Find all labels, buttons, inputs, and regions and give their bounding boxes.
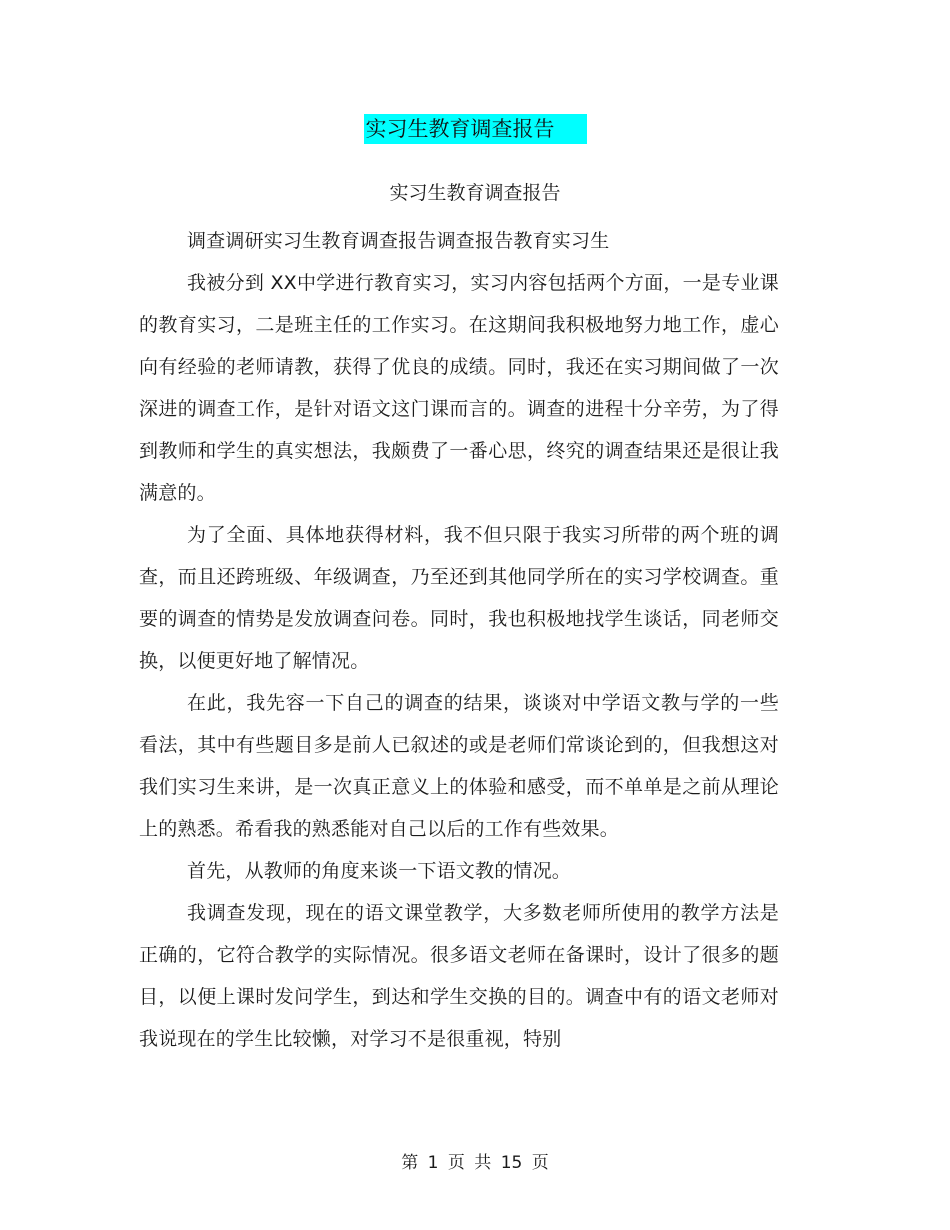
- paragraph-method: 为了全面、具体地获得材料，我不但只限于我实习所带的两个班的调查，而且还跨班级、年级调查，乃至还到其他同学所在的实习学校调查。重要的调查的情势是发放调查问卷。同时，我也积极地找学生谈话，同老师交换，以便更好地了解情况。: [139, 524, 779, 672]
- paragraph-results-intro: 在此，我先容一下自己的调查的结果，谈谈对中学语文教与学的一些看法，其中有些题目多是前人已叙述的或是老师们常谈论到的，但我想这对我们实习生来讲，是一次真正意义上的体验和感受，而不单单是之前从理论上的熟悉。希看我的熟悉能对自己以后的工作有些效果。: [139, 692, 779, 840]
- paragraph-findings: 我调查发现，现在的语文课堂教学，大多数老师所使用的教学方法是正确的，它符合教学的实际情况。很多语文老师在备课时，设计了很多的题目，以便上课时发问学生，到达和学生交换的目的。调查中有的语文老师对我说现在的学生比较懒，对学习不是很重视，特别: [139, 902, 779, 1050]
- title-container: [0, 114, 950, 144]
- document-body: [139, 220, 779, 1060]
- paragraph-teacher-view: 首先，从教师的角度来谈一下语文教的情况。: [187, 860, 572, 882]
- document-subtitle: 实习生教育调查报告: [389, 182, 561, 204]
- page-number-footer: 第 1 页 共 15 页: [401, 1153, 549, 1173]
- document-title: 实习生教育调查报告: [364, 114, 587, 144]
- paragraph-keywords: 调查调研实习生教育调查报告调查报告教育实习生: [187, 230, 610, 252]
- paragraph-intro: 我被分到 XX中学进行教育实习，实习内容包括两个方面，一是专业课的教育实习，二是班主任的工作实习。在这期间我积极地努力地工作，虚心向有经验的老师请教，获得了优良的成绩。同时，我还在实习期间做了一次深进的调查工作，是针对语文这门课而言的。调查的进程十分辛劳，为了得到教师和学生的真实想法，我颇费了一番心思，终究的调查结果还是很让我满意的。: [139, 272, 779, 504]
